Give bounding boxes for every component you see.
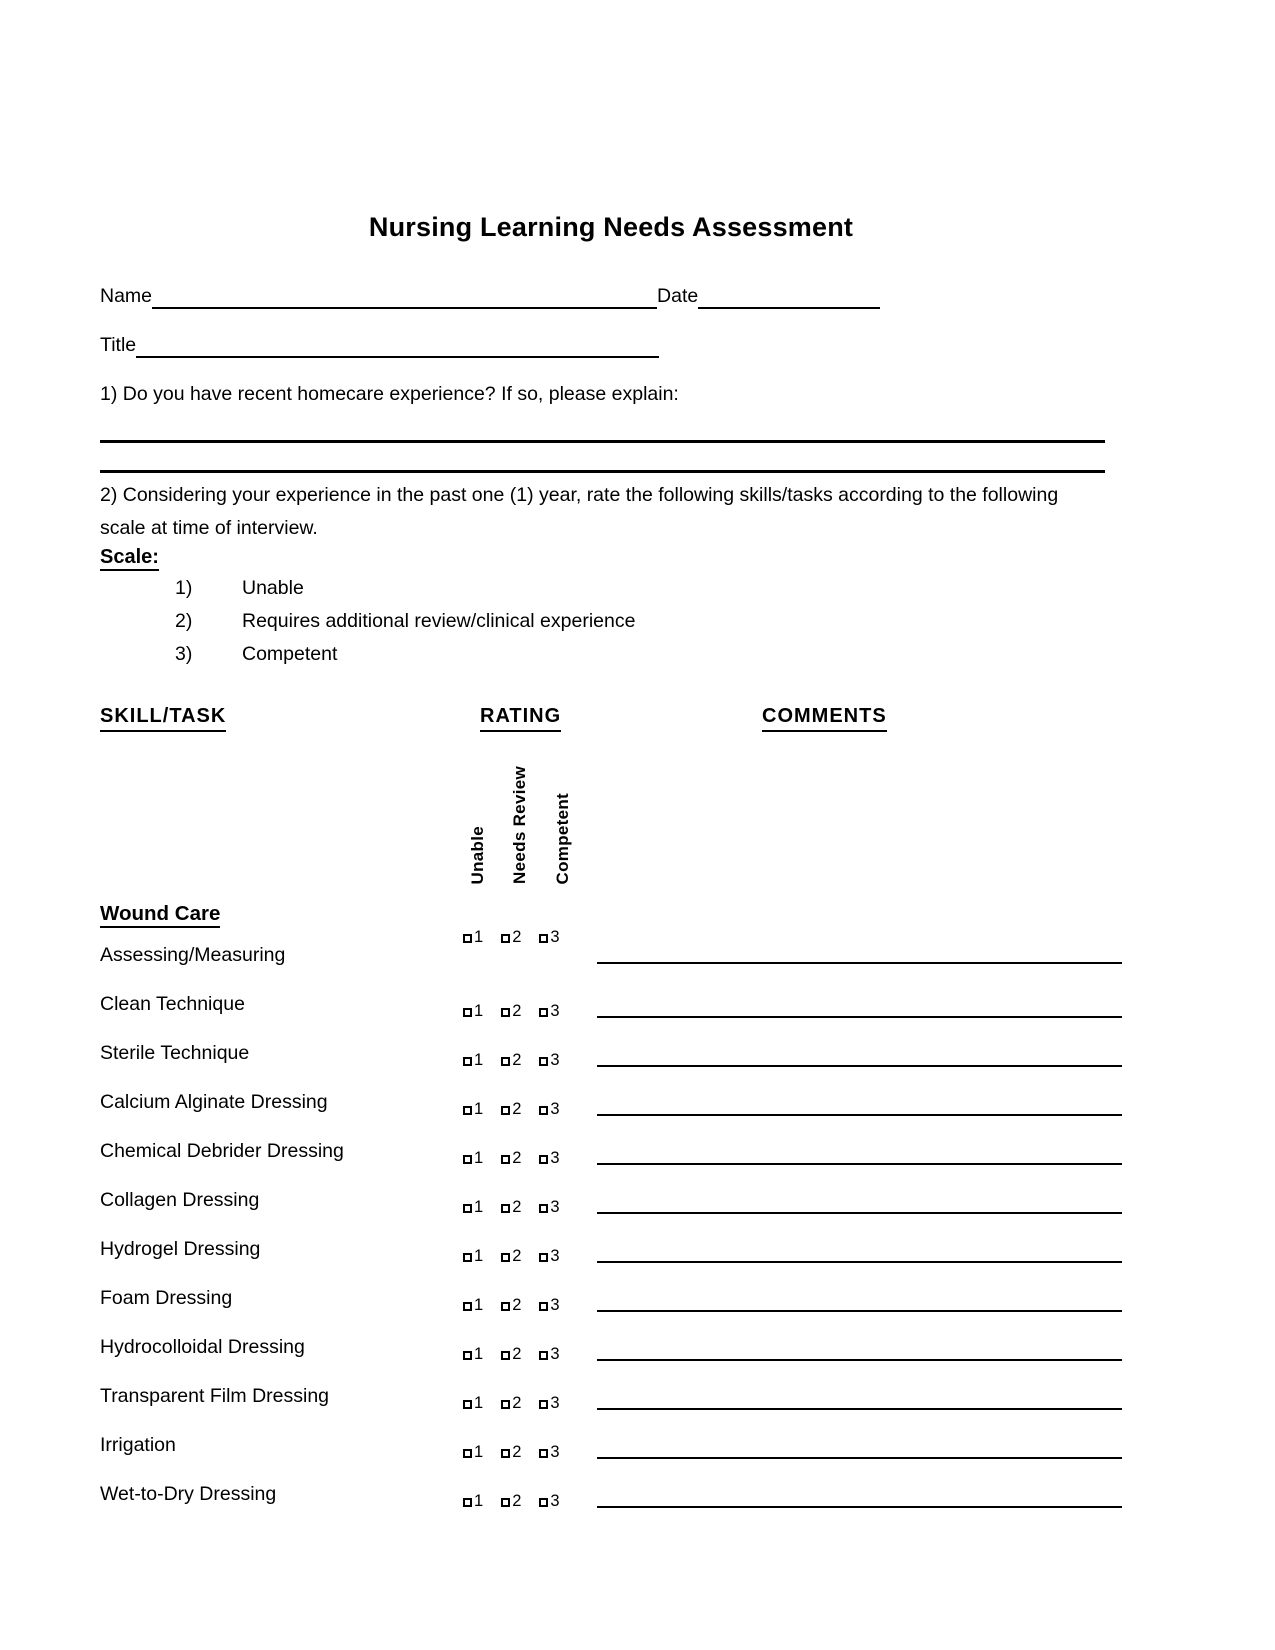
rating-checkbox-2[interactable]: [501, 1198, 521, 1216]
rating-checkbox-2[interactable]: [501, 1345, 521, 1363]
rating-checkbox-3[interactable]: [539, 1345, 559, 1363]
rating-checkbox-2[interactable]: [501, 1002, 521, 1020]
checkbox-icon: [501, 1253, 510, 1262]
rating-checkbox-2[interactable]: [501, 1051, 521, 1069]
rating-number: 3: [550, 1247, 560, 1265]
rating-group: [463, 1100, 578, 1119]
checkbox-icon: [501, 1449, 510, 1458]
rating-group: [463, 1198, 578, 1217]
comment-line[interactable]: [597, 1506, 1122, 1508]
comment-line[interactable]: [597, 1457, 1122, 1459]
skill-label: Collagen Dressing: [100, 1189, 260, 1211]
checkbox-icon: [501, 1008, 510, 1017]
rating-number: 1: [474, 1051, 484, 1069]
rating-checkbox-2[interactable]: [501, 1100, 521, 1118]
rating-checkbox-1[interactable]: [463, 1002, 483, 1020]
rating-number: 2: [512, 1492, 522, 1510]
checkbox-icon: [501, 1400, 510, 1409]
checkbox-icon: [501, 1057, 510, 1066]
checkbox-icon: [539, 1302, 548, 1311]
rating-column-label: Needs Review: [510, 766, 529, 884]
rating-number: 3: [550, 1443, 560, 1461]
page-title: Nursing Learning Needs Assessment: [368, 212, 854, 242]
checkbox-icon: [463, 1155, 472, 1164]
comment-line[interactable]: [597, 1065, 1122, 1067]
rating-number: 3: [550, 1149, 560, 1167]
rating-group: [463, 1051, 578, 1070]
rating-checkbox-2[interactable]: [501, 1247, 521, 1265]
rating-group: [463, 928, 578, 947]
comment-line[interactable]: [597, 1359, 1122, 1361]
rating-number: 3: [550, 1100, 560, 1118]
checkbox-icon: [501, 1204, 510, 1213]
comment-line[interactable]: [597, 1212, 1122, 1214]
table-row: [100, 928, 1122, 993]
rating-number: 2: [512, 1002, 522, 1020]
rating-checkbox-1[interactable]: [463, 1149, 483, 1167]
question-2: 2) Considering your experience in the past one (1) year, rate the following skills/tasks according to the following scale at time of interview.: [100, 484, 1059, 539]
checkbox-icon: [539, 934, 548, 943]
checkbox-icon: [463, 1302, 472, 1311]
scale-item-number: 1): [175, 577, 193, 599]
rating-number: 2: [512, 1247, 522, 1265]
rating-group: [463, 1443, 578, 1462]
checkbox-icon: [501, 1302, 510, 1311]
skill-rows: [100, 928, 1122, 1532]
rating-number: 2: [512, 1443, 522, 1461]
rating-checkbox-3[interactable]: [539, 1492, 559, 1510]
comment-line[interactable]: [597, 1016, 1122, 1018]
rating-checkbox-1[interactable]: [463, 1492, 483, 1510]
rating-checkbox-3[interactable]: [539, 1100, 559, 1118]
skill-label: Foam Dressing: [100, 1287, 233, 1309]
rating-number: 1: [474, 1002, 484, 1020]
rating-number: 1: [474, 1149, 484, 1167]
date-label: Date: [657, 285, 699, 307]
table-row: [100, 1287, 1122, 1336]
table-row: [100, 1238, 1122, 1287]
skill-label: Chemical Debrider Dressing: [100, 1140, 344, 1162]
scale-item-number: 3): [175, 643, 193, 665]
rating-number: 1: [474, 1443, 484, 1461]
section-heading-wound-care: [100, 902, 220, 926]
rating-number: 2: [512, 1100, 522, 1118]
rating-checkbox-2[interactable]: [501, 1149, 521, 1167]
name-input-line[interactable]: [152, 283, 657, 309]
scale-item: [175, 643, 635, 676]
rating-checkbox-3[interactable]: [539, 1394, 559, 1412]
table-row: [100, 993, 1122, 1042]
answer-line-1[interactable]: [100, 440, 1105, 443]
checkbox-icon: [539, 1057, 548, 1066]
table-header-row: [100, 705, 1122, 739]
rating-checkbox-1[interactable]: [463, 1345, 483, 1363]
comment-line[interactable]: [597, 1163, 1122, 1165]
rating-number: 3: [550, 1002, 560, 1020]
rating-group: [463, 1394, 578, 1413]
table-row: [100, 1434, 1122, 1483]
rating-group: [463, 1002, 578, 1021]
column-header-skill-task: SKILL/TASK: [100, 705, 226, 732]
table-row: [100, 1091, 1122, 1140]
rating-checkbox-2[interactable]: [501, 1296, 521, 1314]
rating-checkbox-1[interactable]: [463, 1296, 483, 1314]
rating-checkbox-3[interactable]: [539, 1443, 559, 1461]
checkbox-icon: [539, 1106, 548, 1115]
scale-item-number: 2): [175, 610, 193, 632]
name-date-row: [100, 283, 880, 309]
rating-number: 2: [512, 1345, 522, 1363]
checkbox-icon: [539, 1498, 548, 1507]
scale-item: [175, 577, 635, 610]
checkbox-icon: [463, 1400, 472, 1409]
checkbox-icon: [463, 1106, 472, 1115]
rating-group: [463, 1345, 578, 1364]
rating-checkbox-1[interactable]: [463, 1443, 483, 1461]
column-header-rating: RATING: [480, 705, 561, 732]
rating-column-labels: [100, 742, 1122, 884]
name-label: Name: [100, 285, 153, 307]
rating-number: 1: [474, 1296, 484, 1314]
rating-checkbox-3[interactable]: [539, 1051, 559, 1069]
rating-checkbox-3[interactable]: [539, 1247, 559, 1265]
rating-number: 1: [474, 1247, 484, 1265]
checkbox-icon: [539, 1449, 548, 1458]
rating-column-label: Competent: [553, 792, 572, 884]
checkbox-icon: [539, 1400, 548, 1409]
rating-number: 2: [512, 1051, 522, 1069]
rating-number: 2: [512, 1149, 522, 1167]
checkbox-icon: [539, 1008, 548, 1017]
rating-group: [463, 1149, 578, 1168]
checkbox-icon: [539, 1253, 548, 1262]
rating-checkbox-3[interactable]: [539, 1198, 559, 1216]
checkbox-icon: [501, 1155, 510, 1164]
checkbox-icon: [539, 1204, 548, 1213]
checkbox-icon: [463, 934, 472, 943]
table-row: [100, 1336, 1122, 1385]
table-row: [100, 1140, 1122, 1189]
rating-number: 1: [474, 1394, 484, 1412]
page-content: [100, 0, 1122, 1650]
checkbox-icon: [463, 1449, 472, 1458]
scale-item: [175, 610, 635, 643]
rating-checkbox-1[interactable]: [463, 1247, 483, 1265]
section-heading-text: Wound Care: [100, 902, 220, 928]
comment-line[interactable]: [597, 1408, 1122, 1410]
table-row: [100, 1483, 1122, 1532]
rating-number: 3: [550, 1051, 560, 1069]
rating-checkbox-3[interactable]: [539, 1002, 559, 1020]
scale-item-text: Unable: [242, 577, 304, 599]
checkbox-icon: [501, 1498, 510, 1507]
rating-group: [463, 1296, 578, 1315]
rating-number: 3: [550, 1198, 560, 1216]
rating-number: 3: [550, 928, 560, 946]
table-row: [100, 1042, 1122, 1091]
title-row: [100, 332, 659, 358]
checkbox-icon: [501, 1106, 510, 1115]
checkbox-icon: [463, 1498, 472, 1507]
checkbox-icon: [463, 1057, 472, 1066]
rating-checkbox-3[interactable]: [539, 928, 559, 946]
rating-checkbox-2[interactable]: [501, 1492, 521, 1510]
skill-label: Clean Technique: [100, 993, 245, 1015]
rating-checkbox-2[interactable]: [501, 928, 521, 946]
rating-checkbox-1[interactable]: [463, 1198, 483, 1216]
title-label: Title: [100, 334, 137, 356]
scale-item-text: Competent: [242, 643, 338, 665]
skill-label: Sterile Technique: [100, 1042, 250, 1064]
skill-label: Wet-to-Dry Dressing: [100, 1483, 277, 1505]
checkbox-icon: [463, 1351, 472, 1360]
scale-heading: [100, 546, 159, 569]
date-input-line[interactable]: [698, 283, 880, 309]
rating-number: 3: [550, 1345, 560, 1363]
rating-number: 1: [474, 1198, 484, 1216]
rating-checkbox-1[interactable]: [463, 1100, 483, 1118]
column-header-comments: COMMENTS: [762, 705, 887, 732]
rating-checkbox-2[interactable]: [501, 1443, 521, 1461]
comment-line[interactable]: [597, 1114, 1122, 1116]
question-1: 1) Do you have recent homecare experience? If so, please explain:: [100, 383, 679, 405]
rating-number: 1: [474, 1345, 484, 1363]
rating-checkbox-1[interactable]: [463, 1051, 483, 1069]
checkbox-icon: [539, 1155, 548, 1164]
skill-label: Calcium Alginate Dressing: [100, 1091, 328, 1113]
comment-line[interactable]: [597, 1310, 1122, 1312]
rating-checkbox-1[interactable]: [463, 1394, 483, 1412]
rating-column-label: Unable: [468, 825, 487, 884]
rating-checkbox-3[interactable]: [539, 1149, 559, 1167]
checkbox-icon: [463, 1253, 472, 1262]
rating-number: 1: [474, 1100, 484, 1118]
rating-number: 2: [512, 1394, 522, 1412]
checkbox-icon: [501, 1351, 510, 1360]
rating-number: 1: [474, 928, 484, 946]
scale-item-text: Requires additional review/clinical experience: [242, 610, 636, 632]
table-row: [100, 1189, 1122, 1238]
rating-number: 2: [512, 1198, 522, 1216]
comment-line[interactable]: [597, 962, 1122, 964]
skill-label: Hydrogel Dressing: [100, 1238, 261, 1260]
skill-label: Irrigation: [100, 1434, 176, 1456]
rating-number: 3: [550, 1296, 560, 1314]
skill-label: Transparent Film Dressing: [100, 1385, 330, 1407]
rating-number: 3: [550, 1394, 560, 1412]
scale-heading-text: Scale:: [100, 546, 159, 571]
title-input-line[interactable]: [136, 332, 659, 358]
checkbox-icon: [463, 1204, 472, 1213]
rating-group: [463, 1492, 578, 1511]
comment-line[interactable]: [597, 1261, 1122, 1263]
checkbox-icon: [463, 1008, 472, 1017]
skill-label: Assessing/Measuring: [100, 944, 286, 966]
checkbox-icon: [539, 1351, 548, 1360]
skill-label: Hydrocolloidal Dressing: [100, 1336, 305, 1358]
rating-checkbox-1[interactable]: [463, 928, 483, 946]
rating-checkbox-2[interactable]: [501, 1394, 521, 1412]
rating-checkbox-3[interactable]: [539, 1296, 559, 1314]
rating-number: 1: [474, 1492, 484, 1510]
rating-number: 3: [550, 1492, 560, 1510]
scale-list: [175, 577, 635, 676]
rating-number: 2: [512, 1296, 522, 1314]
answer-line-2[interactable]: [100, 470, 1105, 473]
rating-group: [463, 1247, 578, 1266]
checkbox-icon: [501, 934, 510, 943]
table-row: [100, 1385, 1122, 1434]
rating-number: 2: [512, 928, 522, 946]
